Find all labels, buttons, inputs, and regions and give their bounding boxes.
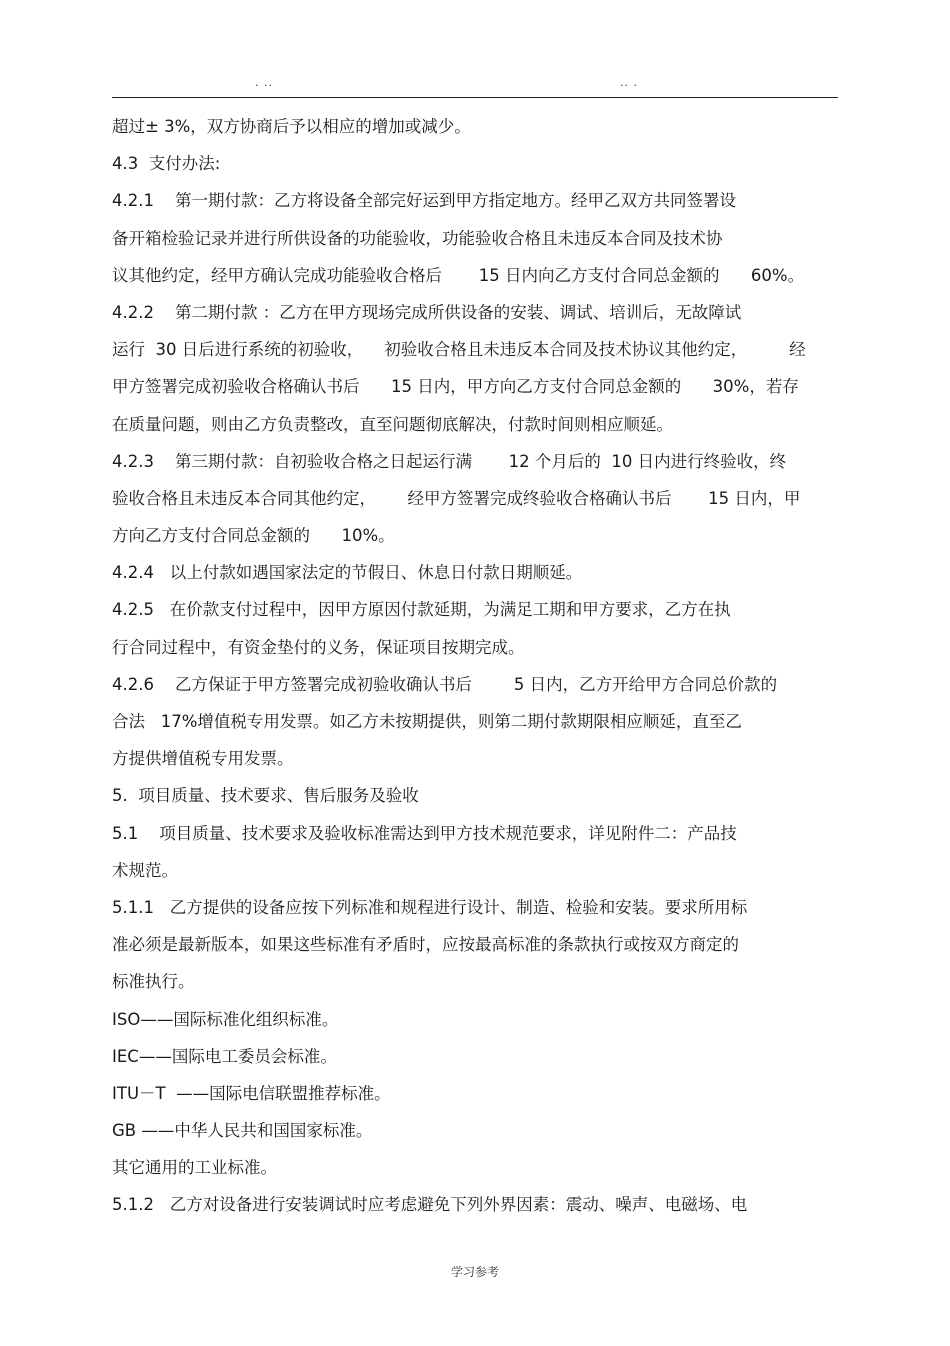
- text-line: 准必须是最新版本，如果这些标准有矛盾时，应按最高标准的条款执行或按双方商定的: [112, 935, 739, 955]
- text-line: 标准执行。: [112, 972, 195, 992]
- text-line: ISO——国际标准化组织标准。: [112, 1009, 339, 1029]
- text-line: 方向乙方支付合同总金额的 10%。: [112, 526, 395, 546]
- header-dots-right: .. .: [620, 76, 638, 89]
- text-line: 甲方签署完成初验收合格确认书后 15 日内，甲方向乙方支付合同总金额的 30%，若存: [112, 377, 799, 397]
- text-line: 议其他约定，经甲方确认完成功能验收合格后 15 日内向乙方支付合同总金额的 60%。: [112, 265, 805, 285]
- text-line: 4.2.6 乙方保证于甲方签署完成初验收确认书后 5 日内，乙方开给甲方合同总价款的: [112, 674, 778, 694]
- header-dots-left: . ..: [255, 76, 273, 89]
- text-line: 合法 17%增值税专用发票。如乙方未按期提供，则第二期付款期限相应顺延，直至乙: [112, 712, 742, 731]
- text-line: IEC——国际电工委员会标准。: [112, 1046, 337, 1066]
- text-line: GB ——中华人民共和国国家标准。: [112, 1121, 373, 1141]
- text-line: 4.2.2 第二期付款 ：乙方在甲方现场完成所供设备的安装、调试、培训后，无故障试: [112, 302, 742, 322]
- document-body: [112, 112, 842, 1228]
- text-line: 在质量问题，则由乙方负责整改，直至问题彻底解决，付款时间则相应顺延。: [112, 414, 673, 434]
- text-line: 行合同过程中，有资金垫付的义务，保证项目按期完成。: [112, 637, 525, 657]
- text-line: ITU－T ——国际电信联盟推荐标准。: [112, 1083, 391, 1103]
- text-line: 运行 30 日后进行系统的初验收， 初验收合格且未违反本合同及技术协议其他约定， 经: [112, 340, 806, 360]
- text-line: 4.2.3 第三期付款：自初验收合格之日起运行满 12 个月后的 10 日内进行终验收，终: [112, 451, 787, 471]
- text-line: 5. 项目质量、技术要求、售后服务及验收: [112, 786, 419, 806]
- text-line: 4.3 支付办法:: [112, 154, 221, 174]
- text-line: 术规范。: [112, 860, 178, 880]
- page-footer: 学习参考: [450, 1265, 499, 1279]
- text-line: 5.1.2 乙方对设备进行安装调试时应考虑避免下列外界因素：震动、噪声、电磁场、电: [112, 1195, 748, 1215]
- text-line: 超过± 3%，双方协商后予以相应的增加或减少。: [112, 117, 471, 136]
- header-rule: [112, 97, 838, 98]
- text-line: 备开箱检验记录并进行所供设备的功能验收，功能验收合格且未违反本合同及技术协: [112, 228, 723, 248]
- text-line: 5.1 项目质量、技术要求及验收标准需达到甲方技术规范要求，详见附件二：产品技: [112, 823, 737, 843]
- text-line: 验收合格且未违反本合同其他约定， 经甲方签署完成终验收合格确认书后 15 日内，甲: [112, 488, 801, 508]
- text-line: 5.1.1 乙方提供的设备应按下列标准和规程进行设计、制造、检验和安装。要求所用标: [112, 897, 748, 917]
- text-line: 方提供增值税专用发票。: [112, 749, 294, 769]
- text-line: 4.2.1 第一期付款：乙方将设备全部完好运到甲方指定地方。经甲乙双方共同签署设: [112, 191, 736, 211]
- text-line: 其它通用的工业标准。: [112, 1158, 277, 1178]
- text-line: 4.2.4 以上付款如遇国家法定的节假日、休息日付款日期顺延。: [112, 563, 583, 583]
- text-line: 4.2.5 在价款支付过程中，因甲方原因付款延期，为满足工期和甲方要求，乙方在执: [112, 600, 731, 620]
